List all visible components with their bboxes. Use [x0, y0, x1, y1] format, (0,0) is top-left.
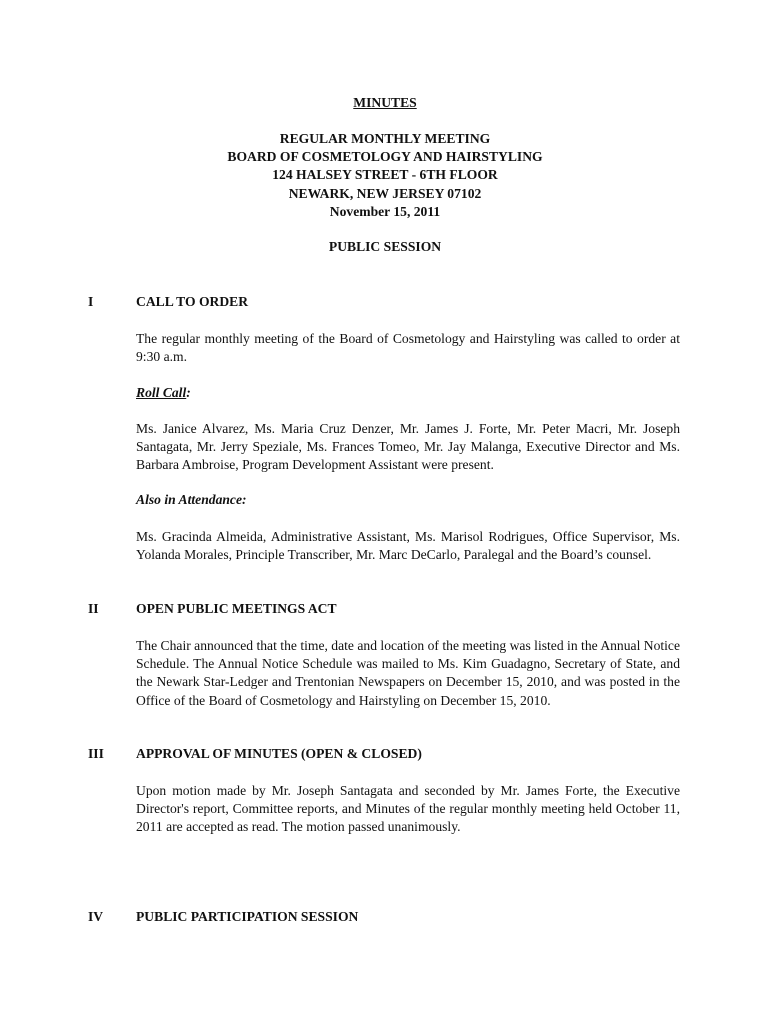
- section-heading: PUBLIC PARTICIPATION SESSION: [136, 909, 359, 924]
- attendance-paragraph: Ms. Gracinda Almeida, Administrative Assistant, Ms. Marisol Rodrigues, Office Supervisor, Ms. Yolanda Morales, Principle Transcriber, Mr. Marc DeCarlo, Paralegal and the Board’s counsel.: [136, 529, 680, 563]
- attendance-heading: Also in Attendance:: [136, 492, 247, 507]
- section-heading: OPEN PUBLIC MEETINGS ACT: [136, 601, 337, 616]
- section-numeral: I: [88, 294, 94, 309]
- section-numeral: IV: [88, 909, 104, 924]
- roll-call-paragraph: Ms. Janice Alvarez, Ms. Maria Cruz Denzer, Mr. James J. Forte, Mr. Peter Macri, Mr. Joseph Santagata, Mr. Jerry Speziale, Ms. Frances Tomeo, Mr. Jay Malanga, Executive Director and Ms. Barbara Ambroise, Program Development Assistant were present.: [136, 421, 680, 473]
- approval-paragraph: Upon motion made by Mr. Joseph Santagata and seconded by Mr. James Forte, the Executive Director's report, Committee reports, and Minutes of the regular monthly meeting held October 11, 2011 are accepted as read. The motion passed unanimously.: [136, 783, 680, 835]
- header-line-date: November 15, 2011: [329, 203, 441, 219]
- header-line-board-name: BOARD OF COSMETOLOGY AND HAIRSTYLING: [227, 149, 543, 165]
- roll-call-colon: :: [186, 385, 191, 400]
- header-line-street: 124 HALSEY STREET - 6TH FLOOR: [272, 167, 498, 183]
- section-numeral: II: [88, 601, 99, 616]
- section-heading: APPROVAL OF MINUTES (OPEN & CLOSED): [136, 746, 422, 761]
- open-meetings-paragraph: The Chair announced that the time, date and location of the meeting was listed in the Annual Notice Schedule. The Annual Notice Schedule was mailed to Ms. Kim Guadagno, Secretary of State, and the Newark Star-Ledger and Trentonian Newspapers on December 15, 2010, and was posted in the Office of the Board of Cosmetology and Hairstyling on December 15, 2010.: [136, 638, 680, 708]
- section-numeral: III: [88, 746, 104, 761]
- call-to-order-paragraph: The regular monthly meeting of the Board of Cosmetology and Hairstyling was called to order at 9:30 a.m.: [136, 331, 680, 365]
- header-line-meeting-type: REGULAR MONTHLY MEETING: [279, 131, 491, 146]
- roll-call-label: Roll Call: [136, 385, 187, 400]
- meeting-header: [0, 130, 770, 221]
- section-heading: CALL TO ORDER: [136, 294, 249, 309]
- roll-call-heading: [136, 384, 191, 402]
- header-line-city: NEWARK, NEW JERSEY 07102: [288, 185, 482, 201]
- document-title: MINUTES: [353, 95, 417, 110]
- session-label: PUBLIC SESSION: [328, 239, 442, 254]
